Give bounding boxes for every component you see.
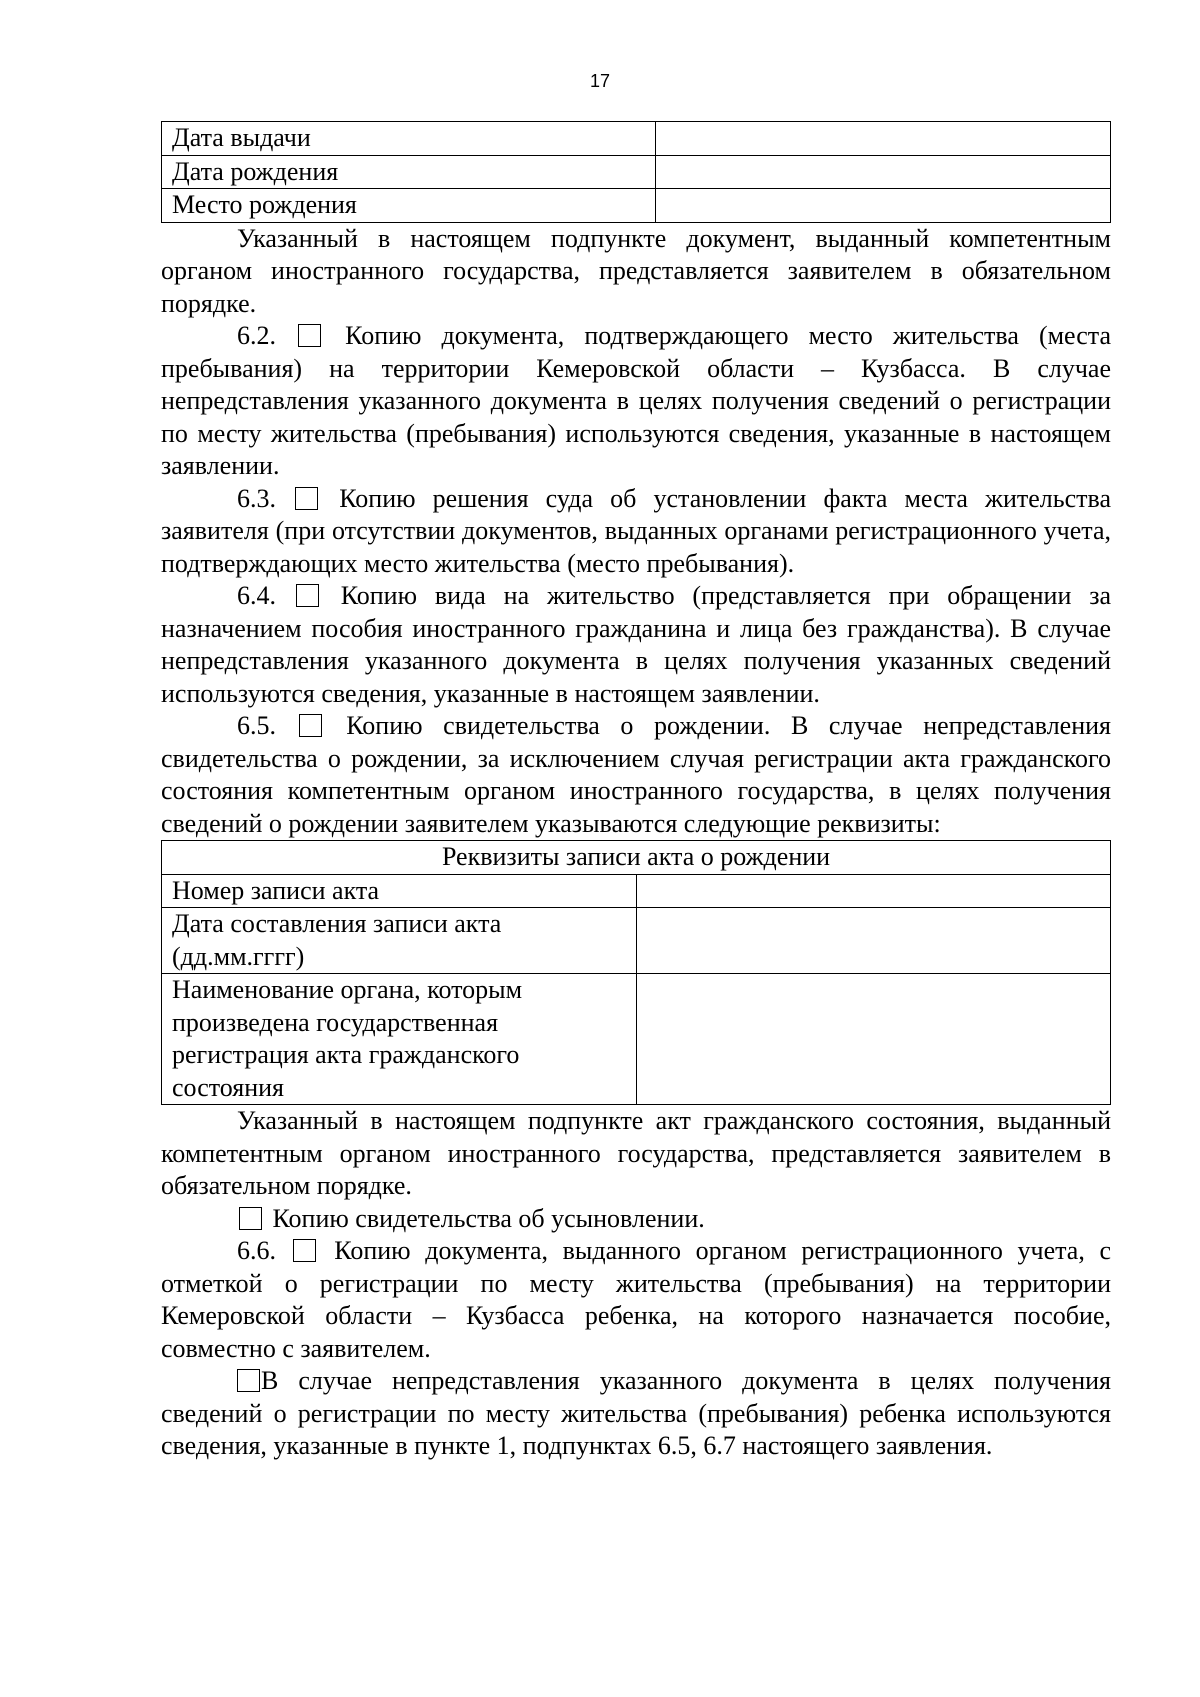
item-6-6 [161,1235,1111,1365]
birth-place-field[interactable] [656,189,1111,223]
item-number: 6.2. [237,321,276,350]
item-6-5 [161,710,1111,840]
item-text: В случае непредставления указанного документа в целях получения сведений о регистрации по месту жительства (пребывания) ребенка используются сведения, указанные в пункте 1, подпунктах 6.5, 6.7 настоящего заявления. [161,1366,1111,1460]
record-date-field[interactable] [636,908,1111,974]
page-number: 17 [589,71,611,91]
birth-date-label: Дата рождения [162,155,656,189]
issue-details-table [161,121,1111,223]
table-row [162,155,1111,189]
checkbox-6-4[interactable] [296,584,319,607]
table-row [162,974,1111,1105]
checkbox-6-6[interactable] [293,1239,316,1262]
child-registration-item [161,1365,1111,1463]
issue-date-field[interactable] [656,122,1111,156]
record-number-label: Номер записи акта [162,874,637,908]
item-text: Копию документа, выданного органом регистрационного учета, с отметкой о регистрации по месту жительства (пребывания) на территории Кемеровской области – Кузбасса ребенка, на которого назначается пособие, совместно с заявителем. [161,1236,1112,1363]
record-number-field[interactable] [636,874,1111,908]
checkbox-adoption[interactable] [239,1207,262,1230]
table-row [162,874,1111,908]
item-number: 6.6. [237,1236,276,1265]
birth-place-label: Место рождения [162,189,656,223]
item-text: Копию свидетельства об усыновлении. [272,1203,705,1233]
record-date-label: Дата составления записи акта (дд.мм.гггг) [162,908,637,974]
table-row [162,122,1111,156]
item-6-3 [161,483,1111,581]
checkbox-6-2[interactable] [298,324,321,347]
birth-record-table [161,840,1111,1105]
birth-record-table-title: Реквизиты записи акта о рождении [162,841,1111,875]
item-6-4 [161,580,1111,710]
table-header-row [162,841,1111,875]
item-text: Копию решения суда об установлении факта места жительства заявителя (при отсутствии документов, выданных органами регистрационного учета, подтверждающих место жительства (место пребывания). [161,483,1111,578]
civil-act-note: Указанный в настоящем подпункте акт гражданского состояния, выданный компетентным органом иностранного государства, представляется заявителем в обязательном порядке. [161,1106,1111,1200]
checkbox-child-registration[interactable] [237,1369,260,1392]
item-text: Копию вида на жительство (представляется при обращении за назначением пособия иностранного гражданина и лица без гражданства). В случае непредставления указанного документа в целях получения указанных сведений используются сведения, указанные в настоящем заявлении. [161,581,1112,708]
checkbox-6-5[interactable] [299,714,322,737]
registering-authority-label: Наименование органа, которым произведена государственная регистрация акта гражданского состояния [162,974,637,1105]
item-text: Копию свидетельства о рождении. В случае непредставления свидетельства о рождении, за исключением случая регистрации акта гражданского состояния компетентным органом иностранного государства, в целях получения сведений о рождении заявителем указываются следующие реквизиты: [161,711,1112,838]
item-text: Копию документа, подтверждающего место жительства (места пребывания) на территории Кемеровской области – Кузбасса. В случае непредставления указанного документа в целях получения сведений о регистрации по месту жительства (пребывания) используются сведения, указанные в настоящем заявлении. [161,321,1112,480]
table-row [162,189,1111,223]
document-content [161,121,1111,1463]
item-6-2 [161,320,1111,483]
table-row [162,908,1111,974]
item-number: 6.5. [237,711,276,740]
registering-authority-field[interactable] [636,974,1111,1105]
item-number: 6.4. [237,581,276,610]
adoption-item [161,1203,1111,1236]
foreign-document-note: Указанный в настоящем подпункте документ, выданный компетентным органом иностранного государства, представляется заявителем в обязательном порядке. [161,223,1111,318]
checkbox-6-3[interactable] [295,487,318,510]
birth-date-field[interactable] [656,155,1111,189]
issue-date-label: Дата выдачи [162,122,656,156]
item-number: 6.3. [237,483,276,513]
